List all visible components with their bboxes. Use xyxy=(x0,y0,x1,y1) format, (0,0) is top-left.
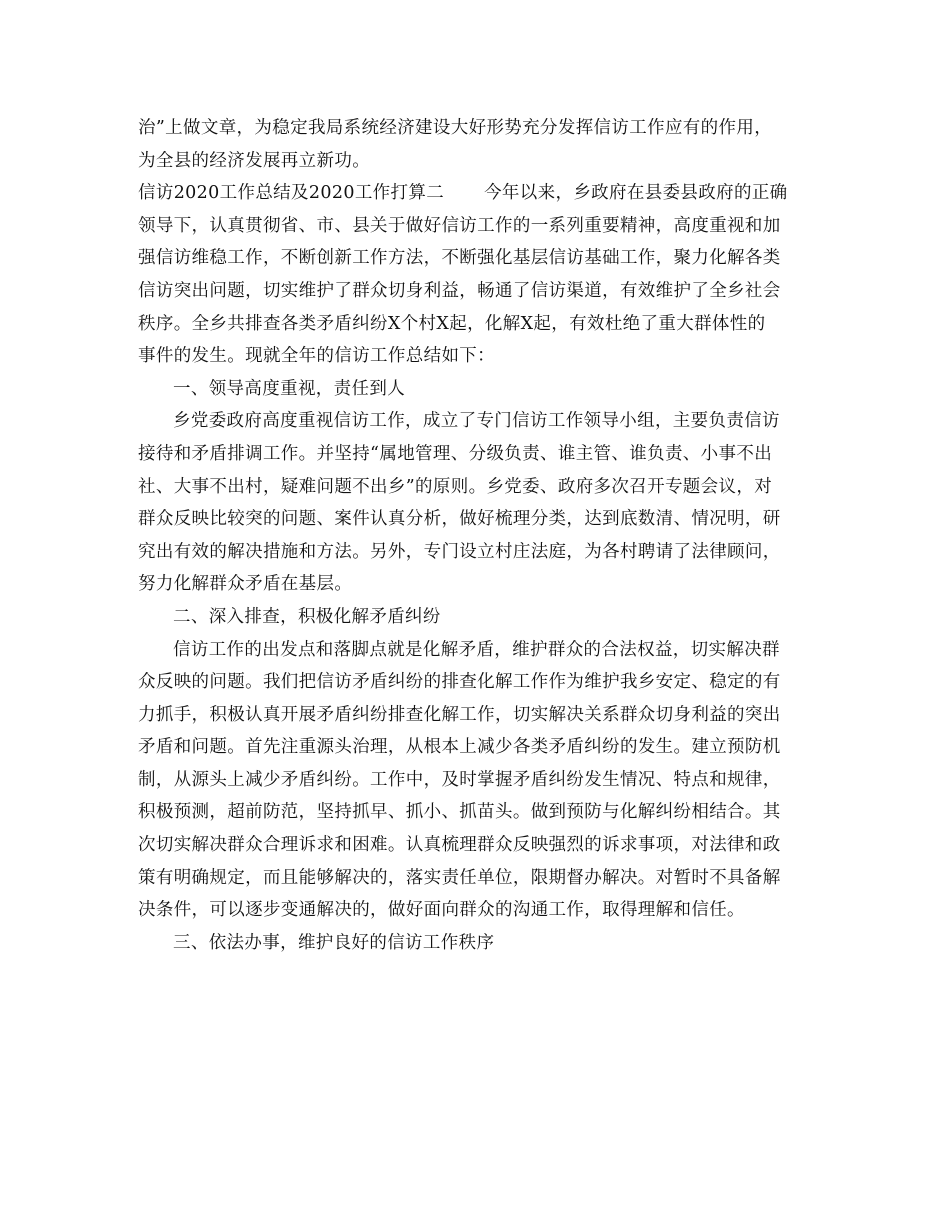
section-intro-line-5: 秩序。全乡共排查各类矛盾纠纷X个村X起，化解X起，有效杜绝了重大群体性的 xyxy=(138,313,766,334)
para-2-line-7: 次切实解决群众合理诉求和困难。认真梳理群众反映强烈的诉求事项，对法律和政 xyxy=(138,835,781,856)
para-2-line-2: 众反映的问题。我们把信访矛盾纠纷的排查化解工作作为维护我乡安定、稳定的有 xyxy=(138,672,781,693)
section-intro-line-4: 信访突出问题，切实维护了群众切身利益，畅通了信访渠道，有效维护了全乡社会 xyxy=(138,280,781,301)
section-intro-line-6: 事件的发生。现就全年的信访工作总结如下： xyxy=(138,346,495,367)
para-2-line-8: 策有明确规定，而且能够解决的，落实责任单位，限期督办解决。对暂时不具备解 xyxy=(138,867,781,888)
para-1-line-5: 究出有效的解决措施和方法。另外，专门设立村庄法庭，为各村聘请了法律顾问， xyxy=(138,541,781,562)
heading-2: 二、深入排查，积极化解矛盾纠纷 xyxy=(173,606,441,627)
intro-line-2: 为全县的经济发展再立新功。 xyxy=(138,150,371,171)
para-2-line-5: 制，从源头上减少矛盾纠纷。工作中，及时掌握矛盾纠纷发生情况、特点和规律， xyxy=(138,769,781,790)
section-intro-line-2: 领导下，认真贯彻省、市、县关于做好信访工作的一系列重要精神，高度重视和加 xyxy=(138,215,781,236)
heading-3: 三、依法办事，维护良好的信访工作秩序 xyxy=(173,932,495,953)
para-1-line-1: 乡党委政府高度重视信访工作，成立了专门信访工作领导小组，主要负责信访 xyxy=(173,411,780,432)
heading-1: 一、领导高度重视，责任到人 xyxy=(173,378,406,399)
intro-line-1: 治”上做文章，为稳定我局系统经济建设大好形势充分发挥信访工作应有的作用， xyxy=(138,118,773,138)
section-title-line xyxy=(138,177,818,210)
para-1-line-4: 群众反映比较突的问题、案件认真分析，做好梳理分类，达到底数清、情况明，研 xyxy=(138,509,781,530)
document-body xyxy=(138,112,818,959)
para-2-line-4: 矛盾和问题。首先注重源头治理，从根本上减少各类矛盾纠纷的发生。建立预防机 xyxy=(138,737,781,758)
section-intro-first: 今年以来，乡政府在县委县政府的正确 xyxy=(484,183,788,204)
para-2-line-1: 信访工作的出发点和落脚点就是化解矛盾，维护群众的合法权益，切实解决群 xyxy=(173,639,780,660)
para-1-line-6: 努力化解群众矛盾在基层。 xyxy=(138,574,353,595)
para-1-line-2: 接待和矛盾排调工作。并坚持“属地管理、分级负责、谁主管、谁负责、小事不出 xyxy=(138,443,773,464)
section-intro-line-3: 强信访维稳工作，不断创新工作方法，不断强化基层信访基础工作，聚力化解各类 xyxy=(138,248,781,269)
para-2-line-9: 决条件，可以逐步变通解决的，做好面向群众的沟通工作，取得理解和信任。 xyxy=(138,900,745,921)
para-2-line-6: 积极预测，超前防范，坚持抓早、抓小、抓苗头。做到预防与化解纠纷相结合。其 xyxy=(138,802,781,823)
section-title: 信访2020工作总结及2020工作打算二 xyxy=(138,183,445,204)
para-1-line-3: 社、大事不出村，疑难问题不出乡”的原则。乡党委、政府多次召开专题会议，对 xyxy=(138,476,773,497)
para-2-line-3: 力抓手，积极认真开展矛盾纠纷排查化解工作，切实解决关系群众切身利益的突出 xyxy=(138,704,781,725)
